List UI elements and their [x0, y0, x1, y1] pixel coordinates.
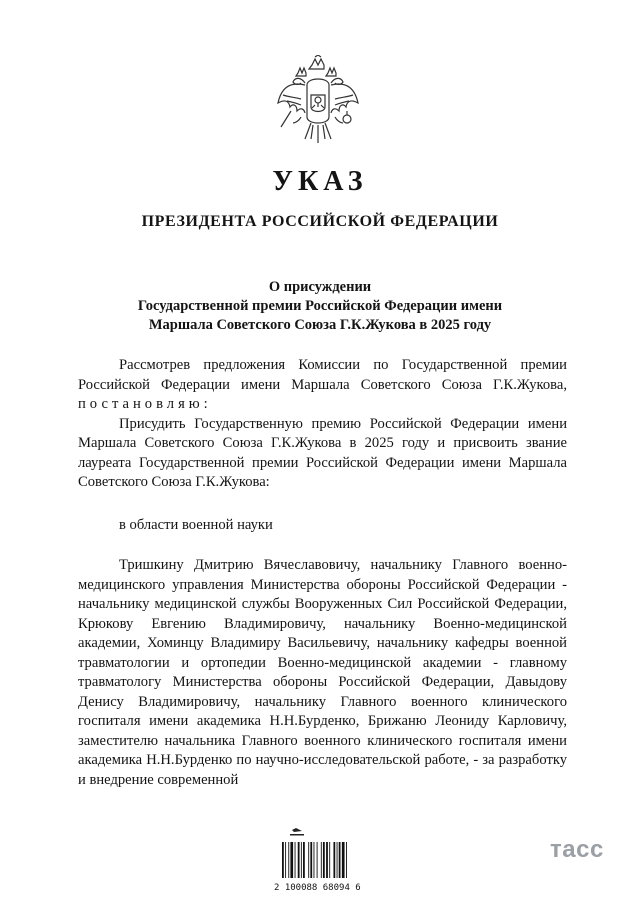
state-emblem-icon	[275, 55, 361, 147]
heading-line: Маршала Советского Союза Г.К.Жукова в 2025 году	[148, 317, 492, 333]
section-title: в области военной науки	[119, 517, 273, 533]
laureates-paragraph: Тришкину Дмитрию Вячеславовичу, начальнику Главного военно-медицинского управления Министерства обороны Российской Федерации - начальнику медицинской службы Вооруженных Сил Российской Федерации, Крюкову Евгению Владимировичу, начальнику Военно-медицинской академии, Хоминцу Владимиру Васильевичу, начальнику кафедры военной травматологии и ортопедии Военно-медицинской академии - главному травматологу Министерства обороны Российской Федерации, Давыдову Денису Владимировичу, начальнику Главного военного клинического госпиталя имени академика Н.Н.Бурденко, Брижаню Леониду Карловичу, заместителю начальника Главного военного клинического госпиталя имени академика Н.Н.Бурденко по научно-исследовательской работе, - за разработку и внедрение современной	[78, 557, 567, 788]
barcode-icon	[280, 828, 376, 880]
section-block	[78, 516, 567, 536]
intro-text: Рассмотрев предложения Комиссии по Государственной премии Российской Федерации имени Маршала Советского Союза Г.К.Жукова,	[78, 357, 567, 393]
intro-block	[78, 356, 567, 493]
heading-line: О присуждении	[268, 279, 372, 295]
heading-line: Государственной премии Российской Федерации имени	[137, 298, 503, 314]
document-title: УКАЗ	[272, 166, 368, 197]
award-paragraph: Присудить Государственную премию Российской Федерации имени Маршала Советского Союза Г.К.Жукова в 2025 году и присвоить звание лауреата Государственной премии Российской Федерации имени Маршала Советского Союза Г.К.Жукова:	[78, 415, 567, 490]
barcode-number: 2 100088 68094 6	[274, 883, 361, 893]
tass-logo: тасс	[550, 836, 604, 863]
intro-paragraph	[78, 356, 567, 415]
document-subtitle: ПРЕЗИДЕНТА РОССИЙСКОЙ ФЕДЕРАЦИИ	[141, 213, 499, 230]
decree-word: постановляю:	[78, 396, 212, 412]
document-heading	[0, 278, 640, 335]
laureates-block	[78, 556, 567, 790]
